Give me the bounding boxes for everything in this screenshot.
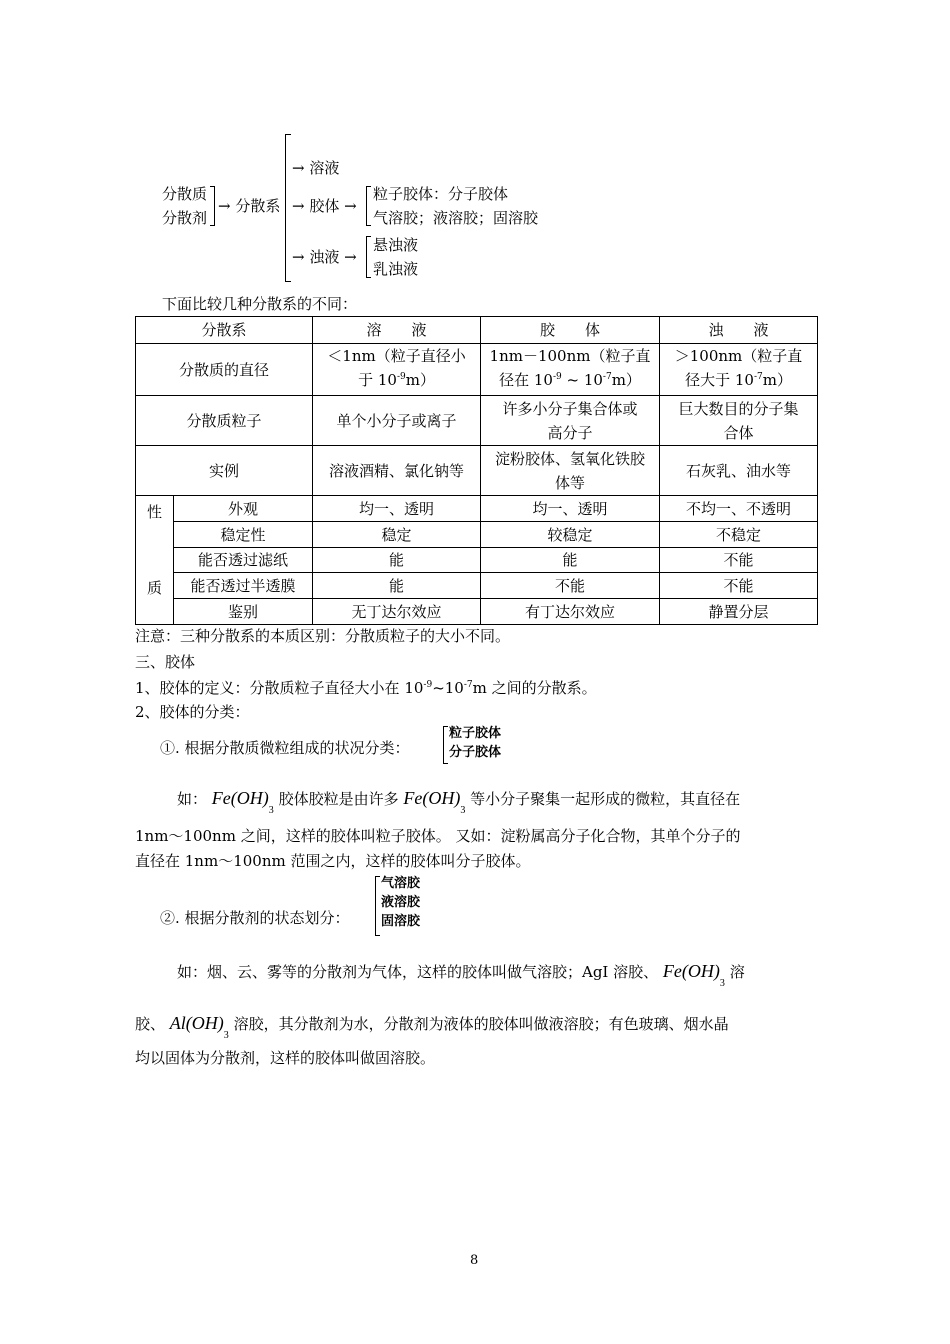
row-label: 分散质的直径 <box>136 344 313 396</box>
colloid-sub-1: 粒子胶体：分子胶体 <box>373 185 509 203</box>
item-aerosol: 气溶胶 <box>381 876 421 891</box>
example-2-line-2 <box>135 1013 729 1041</box>
table-cell: ＞100nm（粒子直 径大于 $10^{-7}m$） <box>660 344 818 396</box>
classification-1-brace <box>443 726 448 764</box>
example-1-text-a: 胶体胶粒是由许多 <box>278 790 399 808</box>
classification-1-label: ①. 根据分散质微粒组成的状况分类： <box>160 739 410 757</box>
system-brace <box>285 134 291 282</box>
item-liquid-sol: 液溶胶 <box>381 895 421 910</box>
example-2-line-1 <box>177 961 745 989</box>
turbid-sub-1: 悬浊液 <box>373 236 419 254</box>
table-row <box>136 344 818 396</box>
table-cell: 有丁达尔效应 <box>481 599 660 625</box>
table-cell: 不能 <box>481 573 660 599</box>
example-2-text-a: 如：烟、云、雾等的分散剂为气体，这样的胶体叫做气溶胶；AgI 溶胶、 <box>177 963 659 981</box>
classification-1-items <box>449 724 501 762</box>
table-cell: 淀粉胶体、氢氧化铁胶 体等 <box>481 446 660 496</box>
comparison-table <box>135 316 818 625</box>
branch-colloid: → 胶体 → <box>292 197 357 215</box>
example-2-text-b: 溶 <box>729 963 745 981</box>
table-cell: 不能 <box>660 573 818 599</box>
formula-al-oh3: $Al(OH)_3$ <box>169 1013 229 1041</box>
table-cell: 石灰乳、油水等 <box>660 446 818 496</box>
example-1-line-1 <box>177 788 741 816</box>
formula-fe-oh3: $Fe(OH)_3$ <box>662 961 725 989</box>
table-cell: 静置分层 <box>660 599 818 625</box>
table-row <box>136 446 818 496</box>
section-heading: 三、胶体 <box>135 653 196 671</box>
table-cell: 不均一、不透明 <box>660 496 818 522</box>
right-bracket <box>210 186 215 226</box>
table-cell: 均一、透明 <box>481 496 660 522</box>
dispersoid-label: 分散质 <box>162 185 208 203</box>
header-cell: 胶 体 <box>481 317 660 344</box>
table-cell: 均一、透明 <box>313 496 481 522</box>
table-cell: 无丁达尔效应 <box>313 599 481 625</box>
example-2-line-3: 均以固体为分散剂，这样的胶体叫做固溶胶。 <box>135 1049 436 1067</box>
table-row <box>136 599 818 625</box>
page-number: 8 <box>470 1253 479 1268</box>
colloid-sub-2: 气溶胶；液溶胶；固溶胶 <box>373 209 539 227</box>
example-2-text-d: 溶胶，其分散剂为水，分散剂为液体的胶体叫做液溶胶；有色玻璃、烟水晶 <box>233 1015 729 1033</box>
example-1-text-b: 等小分子聚集一起形成的微粒，其直径在 <box>470 790 741 808</box>
table-cell: 较稳定 <box>481 522 660 548</box>
colloid-brace <box>366 186 371 226</box>
header-cell: 分散系 <box>136 317 313 344</box>
table-cell: 能 <box>313 548 481 573</box>
table-cell: 能 <box>313 573 481 599</box>
property-group-top: 性 <box>146 503 162 521</box>
table-row <box>136 548 818 573</box>
row-label: 能否透过滤纸 <box>174 548 313 573</box>
table-cell: ＜1nm（粒子直径小 于 $10^{-9}m$） <box>313 344 481 396</box>
formula-fe-oh3: $Fe(OH)_3$ <box>403 788 466 816</box>
table-cell: 不稳定 <box>660 522 818 548</box>
example-2-text-c: 胶、 <box>135 1015 166 1033</box>
table-cell: 溶液酒精、氯化钠等 <box>313 446 481 496</box>
row-label: 稳定性 <box>174 522 313 548</box>
classification-2-brace <box>375 876 380 936</box>
turbid-brace <box>366 236 371 278</box>
row-label: 外观 <box>174 496 313 522</box>
header-cell: 溶 液 <box>313 317 481 344</box>
to-dispersion-system: → 分散系 <box>218 197 281 215</box>
table-row <box>136 522 818 548</box>
row-label: 分散质粒子 <box>136 396 313 446</box>
classification-2-label: ②. 根据分散剂的状态划分： <box>160 909 350 927</box>
table-intro: 下面比较几种分散系的不同： <box>162 295 358 313</box>
classification-2-items <box>381 874 420 931</box>
example-1-line-3: 直径在 1nm～100nm 范围之内，这样的胶体叫分子胶体。 <box>135 852 531 870</box>
table-cell: 1nm－100nm（粒子直 径在 $10^{-9}$ ~ $10^{-7}m$） <box>481 344 660 396</box>
item-molecular-colloid: 分子胶体 <box>449 745 502 760</box>
table-cell: 稳定 <box>313 522 481 548</box>
header-cell: 浊 液 <box>660 317 818 344</box>
table-cell: 许多小分子集合体或 高分子 <box>481 396 660 446</box>
table-header-row <box>136 317 818 344</box>
table-row <box>136 396 818 446</box>
item-solid-sol: 固溶胶 <box>381 914 421 929</box>
row-label: 鉴别 <box>174 599 313 625</box>
branch-turbid: → 浊液 → <box>292 248 357 266</box>
turbid-sub-2: 乳浊液 <box>373 260 419 278</box>
example-1-intro: 如： <box>177 790 208 808</box>
row-label: 能否透过半透膜 <box>174 573 313 599</box>
note: 注意：三种分散系的本质区别：分散质粒子的大小不同。 <box>135 627 511 645</box>
property-group-bottom: 质 <box>146 579 162 597</box>
row-label: 实例 <box>136 446 313 496</box>
classification-heading: 2、胶体的分类： <box>135 703 250 721</box>
table-cell: 不能 <box>660 548 818 573</box>
example-1-line-2: 1nm～100nm 之间，这样的胶体叫粒子胶体。 又如：淀粉属高分子化合物，其单个分子的 <box>135 827 741 845</box>
formula-fe-oh3: $Fe(OH)_3$ <box>211 788 274 816</box>
table-cell: 巨大数目的分子集 合体 <box>660 396 818 446</box>
item-particle-colloid: 粒子胶体 <box>449 726 502 741</box>
table-row <box>136 573 818 599</box>
branch-solution: → 溶液 <box>292 159 340 177</box>
table-row <box>136 496 818 522</box>
colloid-definition: 1、胶体的定义：分散质粒子直径大小在 $10^{-9}\sim 10^{-7}m$ 之间的分散系。 <box>135 679 597 697</box>
table-cell: 能 <box>481 548 660 573</box>
property-group-label <box>136 496 174 625</box>
dispersant-label: 分散剂 <box>162 209 208 227</box>
table-cell: 单个小分子或离子 <box>313 396 481 446</box>
